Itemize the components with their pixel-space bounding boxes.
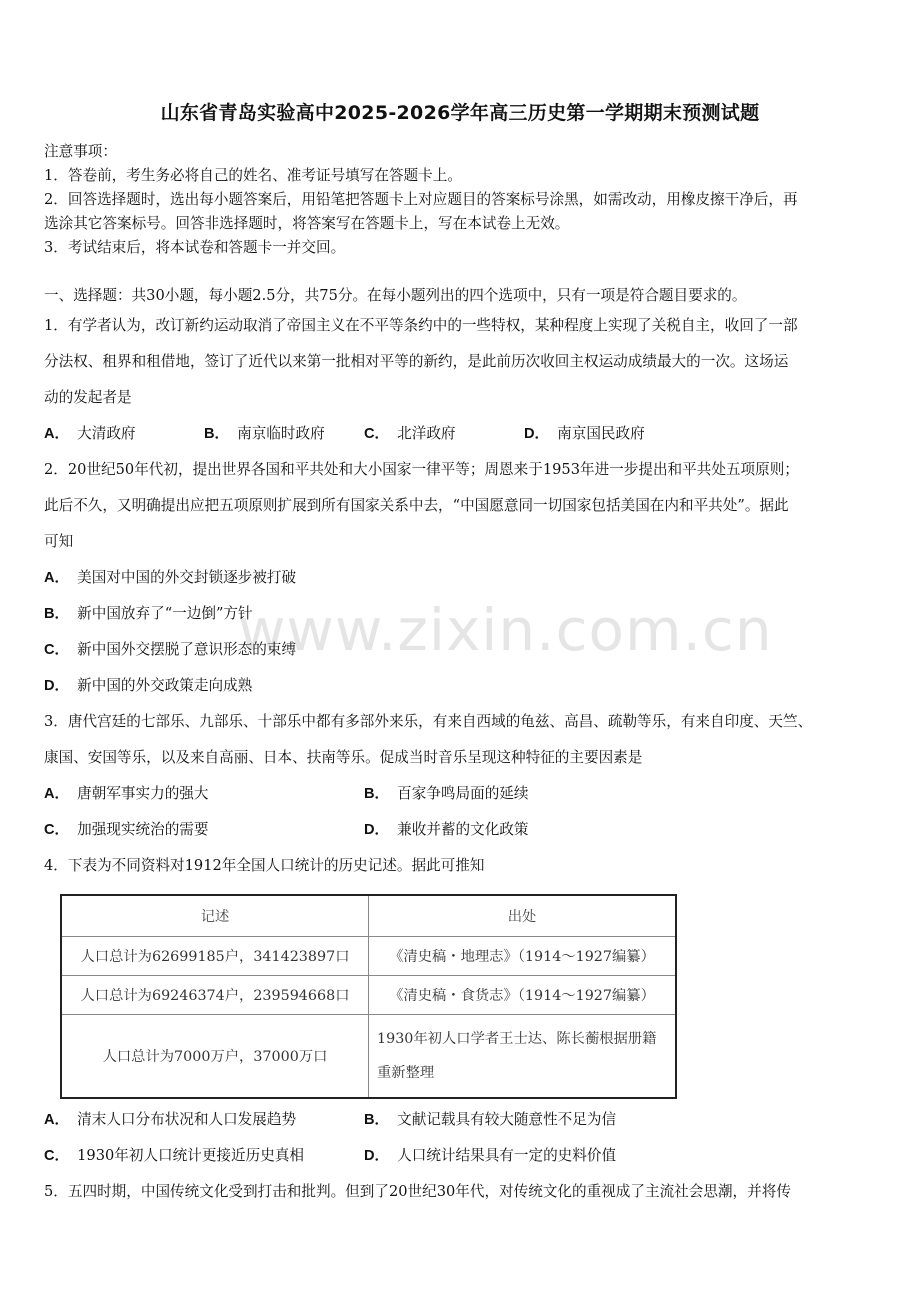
page-title: 山东省青岛实验高中2025-2026学年高三历史第一学期期末预测试题 <box>160 102 760 124</box>
question-2-text: 可知 <box>44 533 74 550</box>
option-letter: A． <box>44 426 70 442</box>
notice-heading: 注意事项： <box>44 143 117 160</box>
option-letter: D． <box>364 822 390 838</box>
option-letter: B． <box>204 426 230 442</box>
option-text: 兼收并蓄的文化政策 <box>397 821 529 838</box>
option-letter: C． <box>44 642 70 658</box>
option-text: 唐朝军事实力的强大 <box>77 785 209 802</box>
option-letter: A． <box>44 786 70 802</box>
option-text: 新中国的外交政策走向成熟 <box>77 677 253 694</box>
table-cell: 人口总计为62699185户，341423897口 <box>61 937 369 976</box>
notice-item: 2．回答选择题时，选出每小题答案后，用铅笔把答题卡上对应题目的答案标号涂黑，如需改动，用橡皮擦干净后，再 <box>44 191 798 208</box>
question-2-option-d[interactable] <box>44 674 252 695</box>
question-1-option-c[interactable] <box>364 422 456 443</box>
option-text: 清末人口分布状况和人口发展趋势 <box>77 1111 297 1128</box>
question-4-option-a[interactable] <box>44 1108 296 1129</box>
notice-item: 选涂其它答案标号。回答非选择题时，将答案写在答题卡上，写在本试卷上无效。 <box>44 215 570 232</box>
table-row <box>61 1015 676 1099</box>
question-2-option-a[interactable] <box>44 566 296 587</box>
option-text: 南京国民政府 <box>557 425 645 442</box>
question-5-text: 5．五四时期，中国传统文化受到打击和批判。但到了20世纪30年代，对传统文化的重视成了主流社会思潮，并将传 <box>44 1183 791 1200</box>
option-letter: B． <box>44 606 70 622</box>
question-3-option-d[interactable] <box>364 818 529 839</box>
question-3-option-b[interactable] <box>364 782 529 803</box>
table-cell: 《清史稿・食货志》（1914～1927编纂） <box>369 976 677 1015</box>
option-text: 新中国放弃了“一边倒”方针 <box>77 605 253 622</box>
option-letter: A． <box>44 570 70 586</box>
table-cell: 人口总计为7000万户，37000万口 <box>61 1015 369 1099</box>
question-1-option-a[interactable] <box>44 422 136 443</box>
notice-item: 3．考试结束后，将本试卷和答题卡一并交回。 <box>44 239 346 256</box>
question-2-text: 2．20世纪50年代初，提出世界各国和平共处和大小国家一律平等；周恩来于1953年进一步提出和平共处五项原则； <box>44 461 799 478</box>
table-cell: 人口总计为69246374户，239594668口 <box>61 976 369 1015</box>
section-heading: 一、选择题：共30小题，每小题2.5分，共75分。在每小题列出的四个选项中，只有一项是符合题目要求的。 <box>44 287 747 304</box>
option-text: 1930年初人口统计更接近历史真相 <box>77 1147 305 1164</box>
question-4-option-b[interactable] <box>364 1108 616 1129</box>
question-3-option-a[interactable] <box>44 782 209 803</box>
table-header: 出处 <box>369 895 677 937</box>
option-text: 南京临时政府 <box>237 425 325 442</box>
question-2-option-b[interactable] <box>44 602 253 623</box>
option-letter: B． <box>364 1112 390 1128</box>
option-text: 人口统计结果具有一定的史料价值 <box>397 1147 617 1164</box>
option-letter: C． <box>364 426 390 442</box>
option-letter: B． <box>364 786 390 802</box>
option-text: 新中国外交摆脱了意识形态的束缚 <box>77 641 297 658</box>
option-text: 大清政府 <box>77 425 136 442</box>
question-2-text: 此后不久，又明确提出应把五项原则扩展到所有国家关系中去，“中国愿意同一切国家包括美国在内和平共处”。据此 <box>44 497 789 514</box>
table-cell: 《清史稿・地理志》（1914～1927编纂） <box>369 937 677 976</box>
question-1-option-d[interactable] <box>524 422 645 443</box>
option-text: 百家争鸣局面的延续 <box>397 785 529 802</box>
table-header-row <box>61 895 676 937</box>
question-1-text: 动的发起者是 <box>44 389 132 406</box>
option-text: 美国对中国的外交封锁逐步被打破 <box>77 569 297 586</box>
option-text: 加强现实统治的需要 <box>77 821 209 838</box>
question-1-option-b[interactable] <box>204 422 325 443</box>
notice-item: 1．答卷前，考生务必将自己的姓名、准考证号填写在答题卡上。 <box>44 167 462 184</box>
option-text: 文献记载具有较大随意性不足为信 <box>397 1111 617 1128</box>
question-1-text: 1．有学者认为，改订新约运动取消了帝国主义在不平等条约中的一些特权，某种程度上实现了关税自主，收回了一部 <box>44 317 798 334</box>
question-3-text: 3．唐代宫廷的七部乐、九部乐、十部乐中都有多部外来乐，有来自西域的龟兹、高昌、疏勒等乐，有来自印度、天竺、 <box>44 713 813 730</box>
table-row <box>61 937 676 976</box>
table-header: 记述 <box>61 895 369 937</box>
option-letter: A． <box>44 1112 70 1128</box>
option-letter: D． <box>44 678 70 694</box>
table-cell: 1930年初人口学者王士达、陈长蘅根据册籍重新整理 <box>369 1015 677 1099</box>
option-letter: D． <box>364 1148 390 1164</box>
option-letter: C． <box>44 822 70 838</box>
question-2-option-c[interactable] <box>44 638 296 659</box>
question-1-text: 分法权、租界和租借地，签订了近代以来第一批相对平等的新约，是此前历次收回主权运动成绩最大的一次。这场运 <box>44 353 789 370</box>
question-4-option-c[interactable] <box>44 1144 304 1165</box>
option-letter: D． <box>524 426 550 442</box>
question-4-option-d[interactable] <box>364 1144 616 1165</box>
table-row <box>61 976 676 1015</box>
question-3-text: 康国、安国等乐，以及来自高丽、日本、扶南等乐。促成当时音乐呈现这种特征的主要因素是 <box>44 749 643 766</box>
population-table <box>60 894 677 1099</box>
option-letter: C． <box>44 1148 70 1164</box>
watermark: www.zixin.com.cn <box>238 596 773 664</box>
question-4-text: 4．下表为不同资料对1912年全国人口统计的历史记述。据此可推知 <box>44 857 485 874</box>
option-text: 北洋政府 <box>397 425 456 442</box>
question-3-option-c[interactable] <box>44 818 209 839</box>
